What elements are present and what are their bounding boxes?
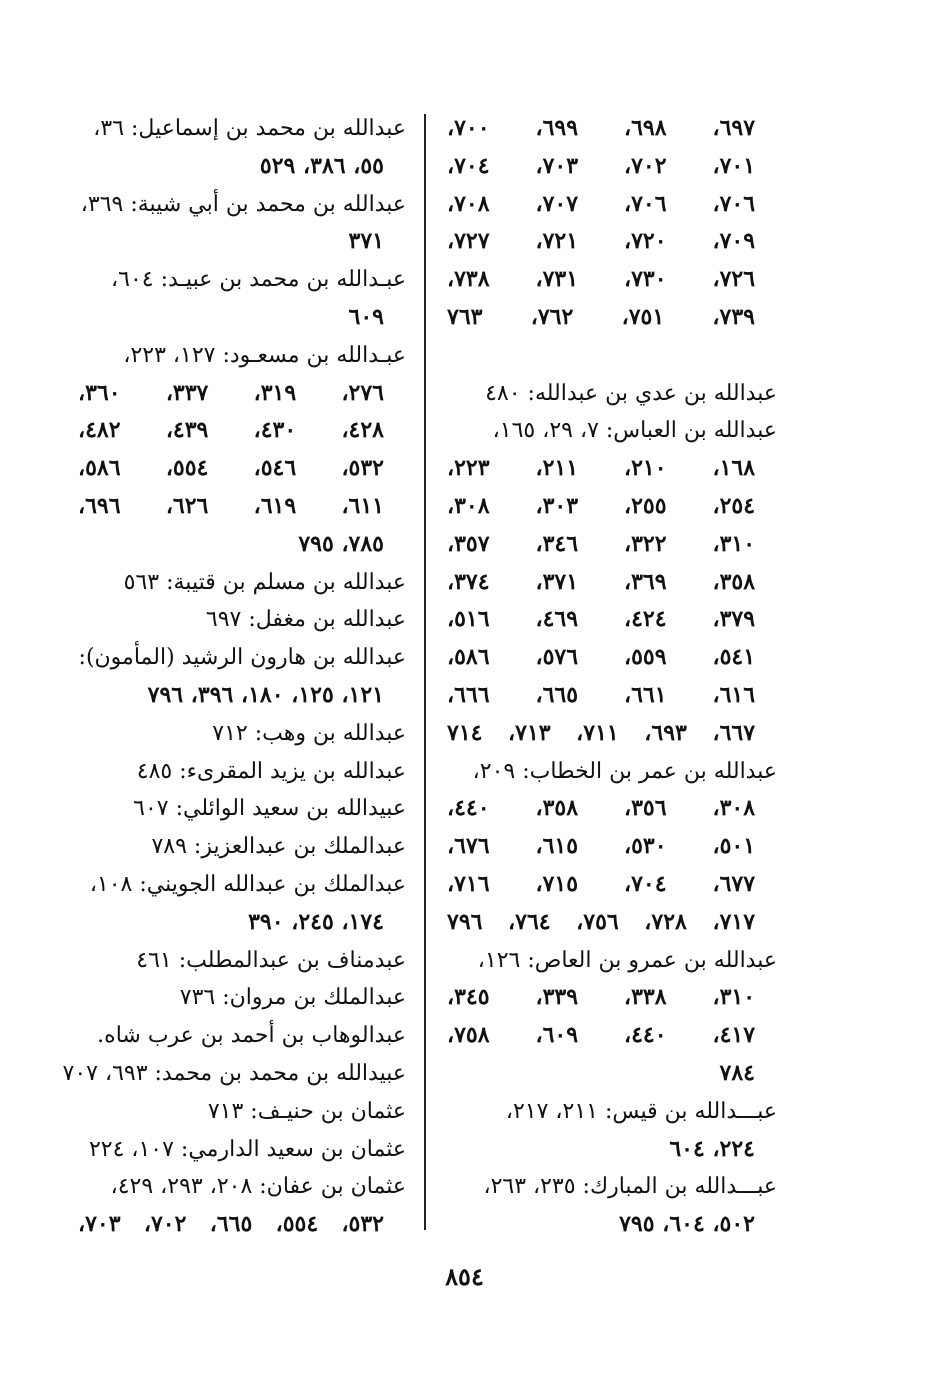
index-entry: عبدالله بن محمد بن أبي شيبة: ٣٦٩،: [80, 191, 406, 217]
blank-line: [447, 337, 777, 375]
index-entry: عبدالوهاب بن أحمد بن عرب شاه.: [97, 1023, 406, 1049]
index-entry: عبدالله بن وهب: ٧١٢: [212, 720, 406, 746]
page-reference-line: ٣٧١: [348, 228, 384, 255]
page-reference-line: ٤١٧، ٤٤٠، ٦٠٩، ٧٥٨،: [447, 1022, 756, 1049]
index-entry: عثمان بن حنيـف: ٧١٣: [207, 1098, 406, 1124]
page-reference-line: ٥٤١، ٥٥٩، ٥٧٦، ٥٨٦،: [447, 644, 756, 671]
page-reference-line: ٧٨٤: [719, 1059, 755, 1086]
index-entry: عبـــدالله بن قيس: ٢١١، ٢١٧،: [505, 1098, 777, 1124]
page-reference-line: ٣١٠، ٣٣٨، ٣٣٩، ٣٤٥،: [447, 984, 756, 1011]
page-number: ٨٥٤: [445, 1262, 484, 1291]
page-reference-line: ٧٨٥، ٧٩٥: [298, 530, 384, 557]
index-entry: عبدالله بن محمد بن إسماعيل: ٣٦،: [93, 116, 406, 141]
page-reference-line: ٣٧٩، ٤٢٤، ٤٦٩، ٥١٦،: [447, 606, 756, 633]
index-entry: عبدالله بن عمر بن الخطاب: ٢٠٩،: [472, 758, 777, 784]
page-reference-line: ٦١٦، ٦٦١، ٦٦٥، ٦٦٦،: [447, 681, 756, 708]
page-reference-line: ٥٠٢، ٦٠٤، ٧٩٥: [619, 1211, 755, 1238]
index-entry: عبدالملك بن عبدالله الجويني: ١٠٨،: [89, 871, 406, 897]
page-reference-line: ٧٠٦، ٧٠٦، ٧٠٧، ٧٠٨،: [447, 190, 756, 217]
index-entry: عبدالله بن عمرو بن العاص: ١٢٦،: [477, 947, 777, 973]
index-entry: عبدمناف بن عبدالمطلب: ٤٦١: [136, 947, 406, 973]
index-entry: عبـدالله بن مسعـود: ١٢٧، ٢٢٣،: [123, 342, 406, 368]
page-reference-line: ٤٢٨، ٤٣٠، ٤٣٩، ٤٨٢،: [78, 417, 384, 444]
page-reference-line: ١٢١، ١٢٥، ١٨٠، ٣٩٦، ٧٩٦: [147, 681, 384, 708]
index-column-left: [62, 110, 406, 1244]
page-reference-line: ٥٠١، ٥٣٠، ٦١٥، ٦٧٦،: [447, 833, 756, 860]
page-reference-line: ٣٠٨، ٣٥٦، ٣٥٨، ٤٤٠،: [447, 795, 756, 822]
index-entry: عبيدالله بن سعيد الوائلي: ٦٠٧: [133, 796, 406, 822]
page-reference-line: ٦١١، ٦١٩، ٦٢٦، ٦٩٦،: [78, 492, 384, 519]
index-column-right: [447, 110, 777, 1244]
index-entry: عبدالله بن مسلم بن قتيبة: ٥٦٣: [123, 569, 406, 595]
index-entry: عبـدالله بن محمد بن عبيـد: ٦٠٤،: [111, 267, 406, 293]
page-reference-line: ٧٠١، ٧٠٢، ٧٠٣، ٧٠٤،: [447, 152, 756, 179]
page-reference-line: ٥٣٢، ٥٥٤، ٦٦٥، ٧٠٢، ٧٠٣،: [78, 1211, 384, 1238]
index-entry: عبدالله بن عدي بن عبدالله: ٤٨٠: [485, 380, 777, 406]
index-entry: عثمان بن عفان: ٢٠٨، ٢٩٣، ٤٢٩،: [110, 1174, 406, 1200]
index-entry: عبدالملك بن مروان: ٧٣٦: [179, 985, 406, 1011]
index-entry: عثمان بن سعيد الدارمي: ١٠٧، ٢٢٤: [88, 1136, 406, 1162]
page-reference-line: ٦٦٧، ٦٩٣، ٧١١، ٧١٣، ٧١٤: [447, 719, 756, 746]
index-entry: عبدالله بن العباس: ٧، ٢٩، ١٦٥،: [492, 418, 777, 444]
index-entry: عبدالله بن يزيد المقرىء: ٤٨٥: [136, 758, 406, 784]
page-reference-line: ٢٥٤، ٢٥٥، ٣٠٣، ٣٠٨،: [447, 492, 756, 519]
page-reference-line: ١٧٤، ٢٤٥، ٣٩٠: [248, 908, 384, 935]
page-reference-line: ٦٩٧، ٦٩٨، ٦٩٩، ٧٠٠،: [447, 115, 756, 141]
page-reference-line: ٢٢٤، ٦٠٤: [669, 1135, 755, 1162]
page-reference-line: ٥٥، ٣٨٦، ٥٢٩: [259, 152, 384, 179]
page-reference-line: ١٦٨، ٢١٠، ٢١١، ٢٢٣،: [447, 455, 756, 482]
page-reference-line: ٣١٠، ٣٢٢، ٣٤٦، ٣٥٧،: [447, 530, 756, 557]
index-entry: عبيدالله بن محمد بن محمد: ٦٩٣، ٧٠٧: [62, 1060, 406, 1086]
index-entry: عبدالله بن مغفل: ٦٩٧: [205, 607, 406, 633]
page-reference-line: ٧٠٩، ٧٢٠، ٧٢١، ٧٢٧،: [447, 228, 756, 255]
page-reference-line: ٣٥٨، ٣٦٩، ٣٧١، ٣٧٤،: [447, 568, 756, 595]
page-reference-line: ٦٠٩: [348, 303, 384, 330]
index-entry: عبـــدالله بن المبارك: ٢٣٥، ٢٦٣،: [483, 1174, 777, 1200]
page-reference-line: ٧٣٩، ٧٥١، ٧٦٢، ٧٦٣: [447, 303, 755, 330]
index-entry: عبدالله بن هارون الرشيد (المأمون):: [78, 645, 406, 671]
page-reference-line: ٦٧٧، ٧٠٤، ٧١٥، ٧١٦،: [447, 870, 756, 897]
page-reference-line: ٢٧٦، ٣١٩، ٣٣٧، ٣٦٠،: [78, 379, 384, 406]
column-divider: [424, 114, 426, 1230]
page-reference-line: ٥٣٢، ٥٤٦، ٥٥٤، ٥٨٦،: [78, 455, 384, 482]
page-reference-line: ٧٢٦، ٧٣٠، ٧٣١، ٧٣٨،: [447, 266, 756, 293]
page-reference-line: ٧١٧، ٧٢٨، ٧٥٦، ٧٦٤، ٧٩٦: [447, 908, 756, 935]
index-entry: عبدالملك بن عبدالعزيز: ٧٨٩: [151, 834, 406, 860]
